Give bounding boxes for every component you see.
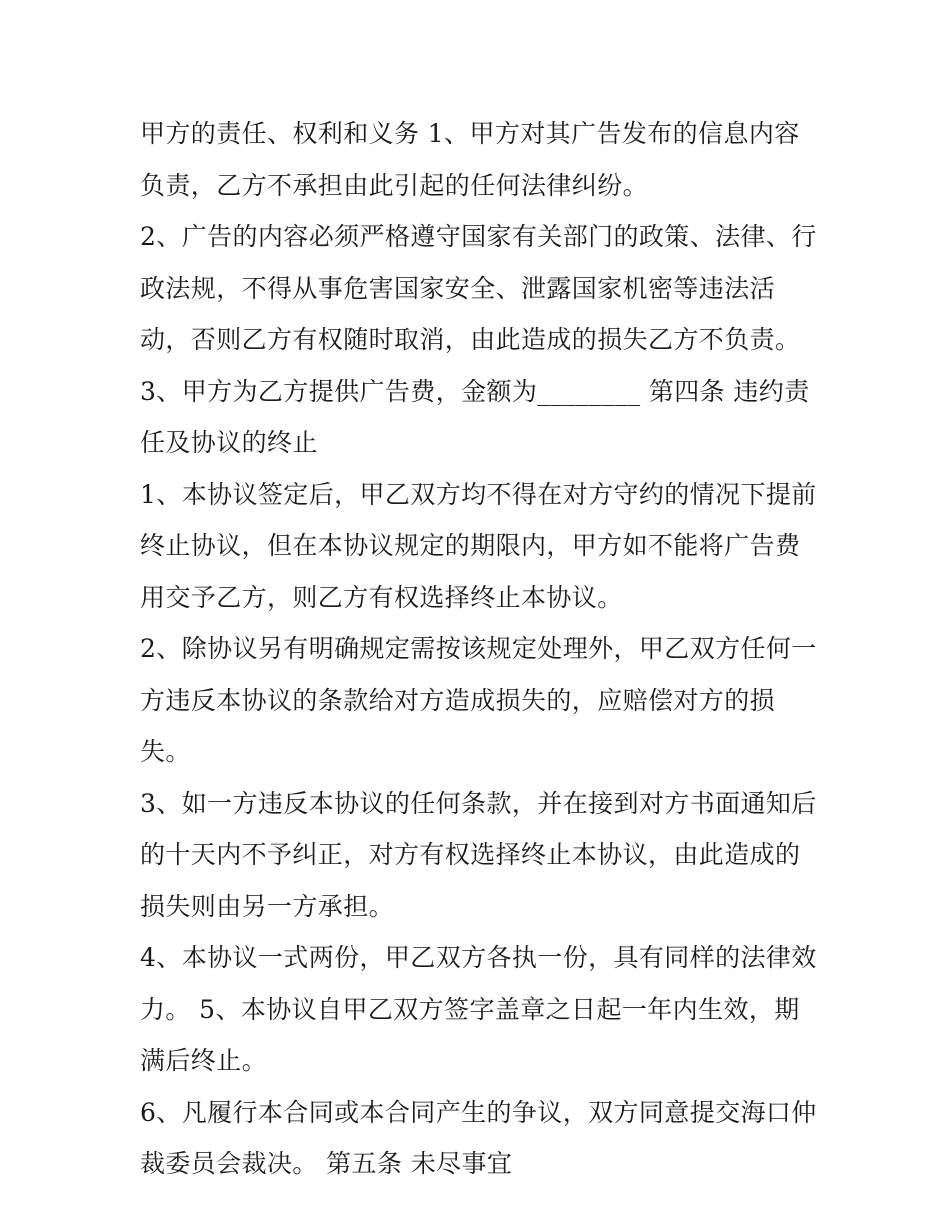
- paragraph-termination-1: 1、本协议签定后，甲乙双方均不得在对方守约的情况下提前终止协议，但在本协议规定的期限内，甲方如不能将广告费用交予乙方，则乙方有权选择终止本协议。: [140, 479, 817, 612]
- paragraph-copies-and-validity: 4、本协议一式两份，甲乙双方各执一份，具有同样的法律效力。 5、本协议自甲乙双方签字盖章之日起一年内生效，期满后终止。: [140, 943, 817, 1075]
- paragraph-ad-fee: 3、甲方为乙方提供广告费，金额为________ 第四条 违约责任及协议的终止: [140, 376, 810, 457]
- paragraph-termination-2: 2、除协议另有明确规定需按该规定处理外，甲乙双方任何一方违反本协议的条款给对方造成损失的，应赔偿对方的损失。: [140, 634, 817, 766]
- paragraph-party-a-responsibility: 甲方的责任、权利和义务 1、甲方对其广告发布的信息内容负责，乙方不承担由此引起的任何法律纠纷。: [140, 119, 800, 200]
- paragraph-arbitration: 6、凡履行本合同或本合同产生的争议，双方同意提交海口仲裁委员会裁决。 第五条 未尽事宜: [140, 1097, 817, 1178]
- paragraph-termination-3: 3、如一方违反本协议的任何条款，并在接到对方书面通知后的十天内不予纠正，对方有权选择终止本协议，由此造成的损失则由另一方承担。: [140, 788, 817, 921]
- document-body: [140, 108, 820, 1190]
- paragraph-ad-content-compliance: 2、广告的内容必须严格遵守国家有关部门的政策、法律、行政法规，不得从事危害国家安全、泄露国家机密等违法活动，否则乙方有权随时取消，由此造成的损失乙方不负责。: [140, 222, 817, 354]
